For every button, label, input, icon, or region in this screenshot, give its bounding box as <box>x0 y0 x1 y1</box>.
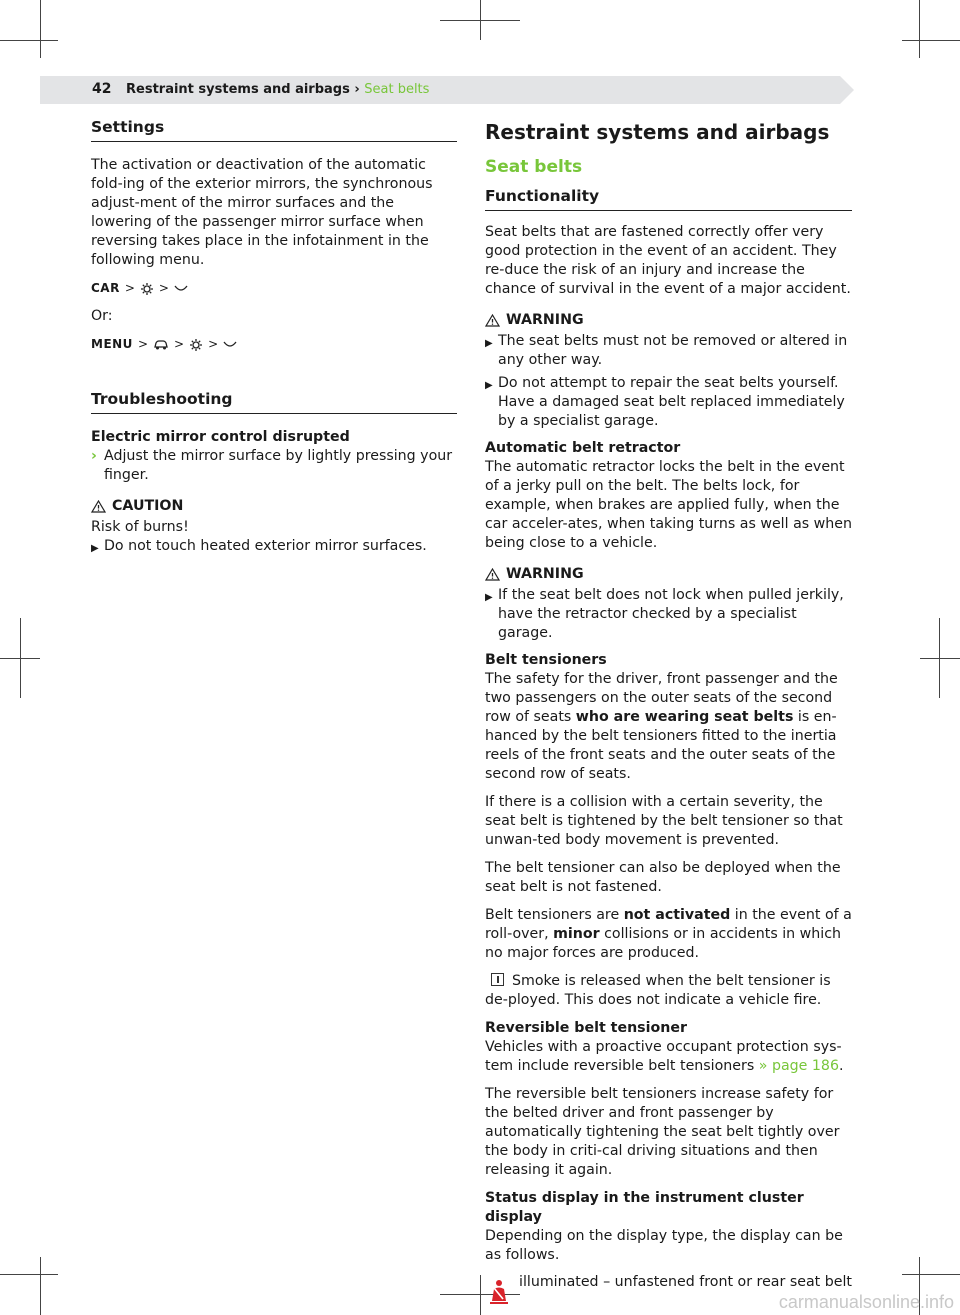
collision-text: If there is a collision with a certain severity, the seat belt is tightened by the belt tensioner so that unwan-ted body movement is prevented. <box>485 794 843 848</box>
step-text: Adjust the mirror surface by lightly pressing your finger. <box>104 448 453 483</box>
gear-icon[interactable] <box>189 338 203 352</box>
settings-heading: Settings <box>91 118 457 142</box>
mirror-icon[interactable] <box>174 284 188 294</box>
retractor-title: Automatic belt retractor <box>485 440 681 456</box>
tensioners-title: Belt tensioners <box>485 652 607 668</box>
retractor-text: The automatic retractor locks the belt in the event of a jerky pull on the belt. The belts lock, for example, when brakes are applied fully, when the car acceler-ates, when taking turns as well as when being close to a vehicle. <box>485 459 852 551</box>
seatbelt-warning-icon <box>485 1277 513 1307</box>
warning-header <box>485 565 852 584</box>
menu-sep: > <box>158 281 169 295</box>
reversible-text-2: The reversible belt tensioners increase safety for the belted driver and front passenger by automatically tightening the seat belt tightly over the body in criti-cal driving situations and then releasing it again. <box>485 1086 840 1178</box>
warning-bullet <box>485 374 852 431</box>
caution-bullet-text: Do not touch heated exterior mirror surfaces. <box>104 538 427 554</box>
crop-mark <box>440 20 520 21</box>
info-icon <box>491 973 504 986</box>
warning-label: WARNING <box>506 312 584 328</box>
status-title: Status display in the instrument cluster display <box>485 1190 804 1225</box>
bullet-triangle-icon: ▶ <box>91 543 99 554</box>
deployed-text: The belt tensioner can also be deployed when the seat belt is not fastened. <box>485 860 841 895</box>
bullet-triangle-icon: ▶ <box>485 380 493 391</box>
tensioners-text: The safety for the driver, front passenger and the two passengers on the outer seats of the second row of seats who are wearing seat belts is en-hanced by the belt tensioners fitted to the inertia reels of the front seats and the outer seats of the second row of seats. <box>485 671 838 782</box>
menu-path-2 <box>91 335 457 354</box>
left-column <box>91 118 457 562</box>
gear-icon[interactable] <box>140 282 154 296</box>
crop-mark <box>0 1274 58 1275</box>
menu-sep: > <box>208 337 219 351</box>
breadcrumb-current[interactable]: Seat belts <box>364 82 430 97</box>
car-key[interactable]: CAR <box>91 281 120 295</box>
warning-header <box>485 311 852 330</box>
status-text: Depending on the display type, the display can be as follows. <box>485 1228 843 1263</box>
car-icon[interactable] <box>153 339 169 351</box>
crop-mark <box>920 658 960 659</box>
caution-bullet <box>91 537 457 558</box>
warning-triangle-icon <box>485 314 500 327</box>
step-item <box>91 447 457 485</box>
menu-path-1 <box>91 279 457 298</box>
warning-bullet-text: The seat belts must not be removed or altered in any other way. <box>498 333 848 368</box>
warning-bullet <box>485 586 852 643</box>
caution-header <box>91 497 457 516</box>
warning-triangle-icon <box>91 500 106 513</box>
crop-mark <box>902 40 960 41</box>
caution-label: CAUTION <box>112 498 184 514</box>
crop-mark <box>40 0 41 58</box>
mirror-icon[interactable] <box>223 340 237 350</box>
warning-bullet <box>485 332 852 370</box>
crop-mark <box>919 0 920 58</box>
breadcrumb <box>126 82 429 97</box>
breadcrumb-section[interactable]: Restraint systems and airbags <box>126 82 350 97</box>
disrupted-title: Electric mirror control disrupted <box>91 429 350 445</box>
warning-bullet-text: Do not attempt to repair the seat belts yourself. Have a damaged seat belt replaced immediately by a specialist garage. <box>498 375 845 429</box>
chapter-title: Restraint systems and airbags <box>485 120 830 144</box>
crop-mark <box>902 1274 960 1275</box>
menu-sep: > <box>124 281 135 295</box>
menu-key[interactable]: MENU <box>91 337 133 351</box>
caution-text: Risk of burns! <box>91 519 189 535</box>
menu-sep: > <box>174 337 185 351</box>
watermark: carmanualsonline.info <box>778 1292 954 1312</box>
crop-mark <box>0 40 58 41</box>
breadcrumb-separator: › <box>354 82 360 97</box>
status-item-text: illuminated – unfastened front or rear seat belt <box>519 1274 852 1290</box>
page-link[interactable]: » page 186 <box>758 1058 839 1074</box>
page-number: 42 <box>92 81 112 97</box>
reversible-text: Vehicles with a proactive occupant protection sys-tem include reversible belt tensioners » page 186. <box>485 1039 844 1074</box>
or-text: Or: <box>91 308 113 324</box>
settings-text: The activation or deactivation of the automatic fold-ing of the exterior mirrors, the synchronous adjust-ment of the mirror surfaces and the lowering of the passenger mirror surface when reversing takes place in the infotainment in the following menu. <box>91 157 433 268</box>
right-column <box>485 118 852 1307</box>
smoke-note: Smoke is released when the belt tensioner is de-ployed. This does not indicate a vehicle fire. <box>485 973 831 1008</box>
functionality-heading: Functionality <box>485 187 852 211</box>
bullet-triangle-icon: ▶ <box>485 592 493 603</box>
warning-label: WARNING <box>506 566 584 582</box>
crop-mark <box>480 1275 481 1315</box>
section-title: Seat belts <box>485 157 583 177</box>
warning-bullet-text: If the seat belt does not lock when pulled jerkily, have the retractor checked by a specialist garage. <box>498 587 844 641</box>
warning-triangle-icon <box>485 568 500 581</box>
functionality-text: Seat belts that are fastened correctly offer very good protection in the event of an accident. They re-duce the risk of an injury and increase the chance of survival in the event of a major accident. <box>485 224 851 297</box>
troubleshooting-heading: Troubleshooting <box>91 390 457 414</box>
chevron-right-icon: › <box>91 448 97 464</box>
crop-mark <box>40 1257 41 1315</box>
crop-mark <box>0 658 40 659</box>
menu-sep: > <box>137 337 148 351</box>
bullet-triangle-icon: ▶ <box>485 338 493 349</box>
not-activated-text: Belt tensioners are not activated in the event of a roll-over, minor collisions or in accidents in which no major forces are produced. <box>485 907 852 961</box>
reversible-title: Reversible belt tensioner <box>485 1020 687 1036</box>
